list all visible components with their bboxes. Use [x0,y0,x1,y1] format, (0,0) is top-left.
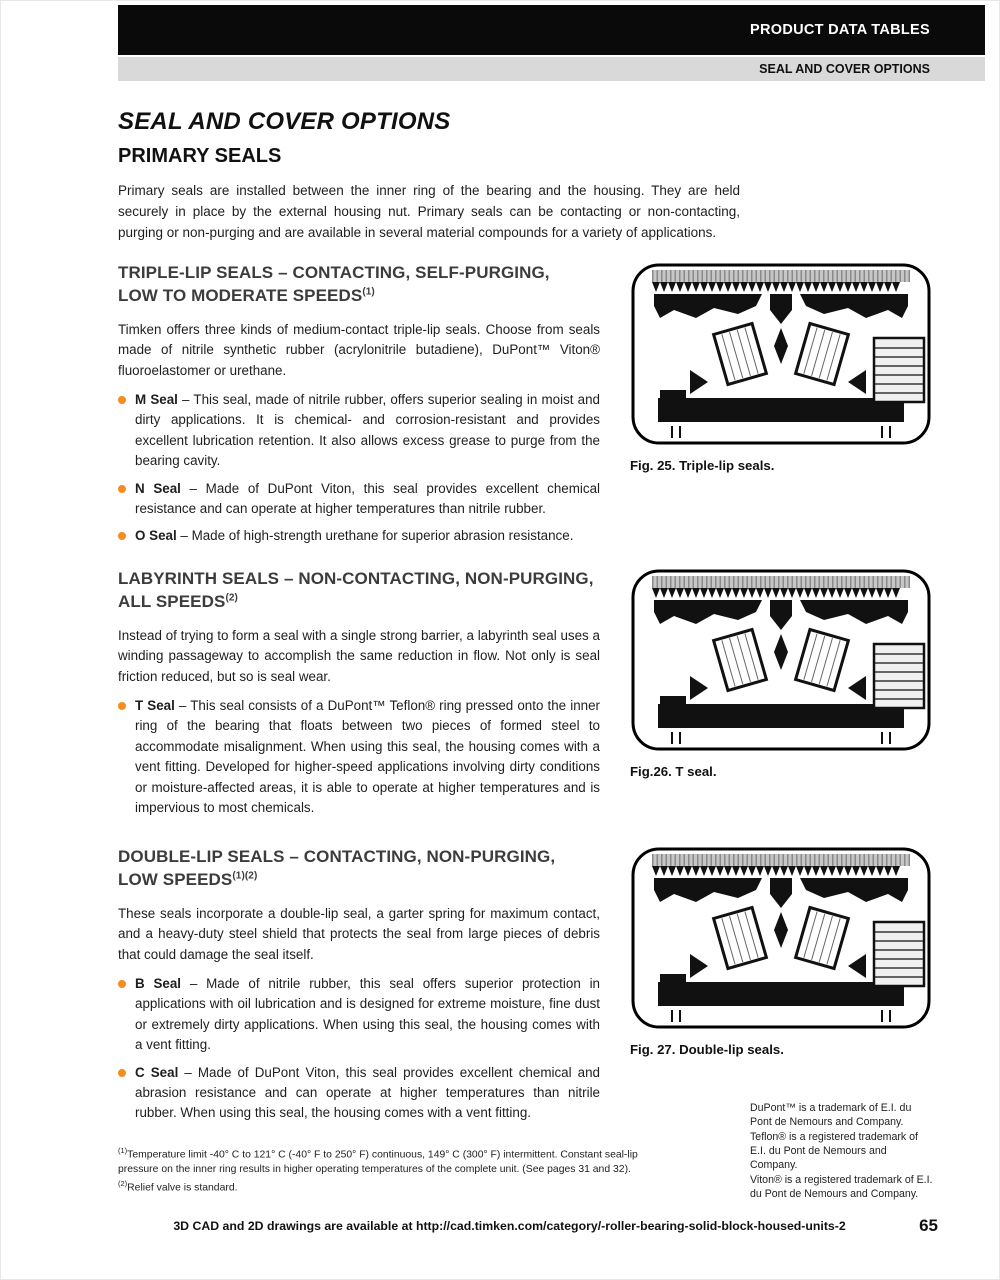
heading-footnote-ref: (1) [362,286,375,298]
footnote-marker: (1) [118,1146,128,1155]
bullet-icon [118,396,126,404]
heading-footnote-ref: (2) [225,592,238,604]
seal-description: – Made of DuPont Viton, this seal provides excellent chemical and abrasion resistance and can operate at higher temperatures than nitrile rubber. When using this seal, the housing comes with a vent fitting. [135,1064,600,1121]
bullet-icon [118,532,126,540]
footnote-2 [118,1179,680,1196]
footer-cad-note: 3D CAD and 2D drawings are available at http://cad.timken.com/category/-roller-bearing-solid-block-housed-units-2 [173,1219,846,1233]
footnote-text: Temperature limit -40° C to 121° C (-40° F to 250° F) continuous, 149° C (300° F) intermittent. Constant seal-lip pressure on the inner ring results in higher operating temperatures of the complete unit. (See pages 31 and 32). [118,1149,638,1176]
heading-footnote-ref: (1)(2) [232,870,258,882]
product-data-tables-label: PRODUCT DATA TABLES [750,22,930,38]
trademark-viton: Viton® is a registered trademark of E.I. du Pont de Nemours and Company. [750,1173,933,1200]
list-item-t-seal [118,696,600,818]
trademark-teflon: Teflon® is a registered trademark of E.I. du Pont de Nemours and Company. [750,1130,918,1171]
heading-line: LOW SPEEDS [118,869,233,889]
footnote-text: Relief valve is standard. [127,1182,238,1194]
footnote-marker: (2) [118,1178,128,1188]
bearing-diagram-icon [630,262,932,446]
heading-line: LABYRINTH SEALS – NON-CONTACTING, NON-PURGING, [118,569,594,588]
heading-line: TRIPLE-LIP SEALS – CONTACTING, SELF-PURGING, [118,263,550,282]
heading-line: DOUBLE-LIP SEALS – CONTACTING, NON-PURGING, [118,847,556,866]
trademark-notes [750,1102,936,1203]
figure-t-seal [630,568,932,752]
trademark-dupont: DuPont™ is a trademark of E.I. du Pont de Nemours and Company. [750,1102,912,1128]
list-item-o-seal [118,526,600,546]
bullet-icon [118,485,126,493]
figure-column [630,568,932,825]
footnote-1 [118,1146,680,1178]
section-heading [118,262,600,308]
page-footer [118,1216,938,1236]
heading-line: LOW TO MODERATE SPEEDS [118,285,363,305]
seal-term: T Seal [135,698,175,713]
seal-list [118,974,600,1124]
section-text-column [118,846,600,1131]
figure-caption: Fig.26. T seal. [630,764,717,779]
section-text-column [118,262,600,554]
page-subtitle: PRIMARY SEALS [118,145,282,167]
seal-term: N Seal [135,480,181,496]
figure-double-lip-seals [630,846,932,1030]
seal-term: O Seal [135,528,177,544]
figure-column [630,846,932,1131]
seal-description: – Made of DuPont Viton, this seal provides excellent chemical resistance and can operate at higher temperatures than nitrile rubber. [135,480,601,516]
section-heading [118,568,600,614]
heading-line: ALL SPEEDS [118,591,226,611]
page-number: 65 [919,1216,938,1235]
section-body: Timken offers three kinds of medium-contact triple-lip seals. Choose from seals made of nitrile synthetic rubber (acrylonitrile butadiene), DuPont™ Viton® fluoroelastomer or urethane. [118,321,600,378]
seal-cover-options-bar [118,57,985,81]
seal-description: – Made of nitrile rubber, this seal offers superior protection in applications with oil lubrication and is designed for extreme moisture, fine dust or extremely dirty applications. When using this seal, the housing comes with a vent fitting. [135,976,600,1053]
seal-list [118,390,600,547]
seal-term: B Seal [135,976,182,991]
bearing-diagram-icon [630,568,932,752]
page-title: SEAL AND COVER OPTIONS [118,108,451,135]
bearing-diagram-icon [630,846,932,1030]
seal-term: C Seal [135,1064,179,1080]
section-labyrinth-seals [118,568,932,825]
section-body: These seals incorporate a double-lip seal, a garter spring for maximum contact, and a heavy-duty steel shield that protects the seal from large pieces of debris that could damage the seal itself. [118,905,600,962]
page-intro-block [118,108,934,257]
bullet-icon [118,980,126,988]
seal-cover-options-label: SEAL AND COVER OPTIONS [759,62,930,76]
figure-column [630,262,932,554]
figure-caption: Fig. 25. Triple-lip seals. [630,458,775,473]
section-triple-lip-seals [118,262,932,554]
footnotes [118,1146,680,1197]
section-body: Instead of trying to form a seal with a single strong barrier, a labyrinth seal uses a winding passageway to accomplish the same reduction in flow. Not only is seal friction reduced, but so is seal wear. [118,627,600,684]
section-heading [118,846,600,892]
bullet-icon [118,702,126,710]
seal-description: – This seal consists of a DuPont™ Teflon® ring pressed onto the inner ring of the bearing that floats between two pieces of formed steel to accommodate misalignment. When using this seal, the housing comes with a vent fitting. Developed for higher-speed applications involving dirty conditions or moisture-affected areas, it is able to operate at higher temperatures and is impervious to most chemicals. [135,698,600,815]
seal-term: M Seal [135,392,178,407]
intro-paragraph: Primary seals are installed between the inner ring of the bearing and the housing. They are held securely in place by the external housing nut. Primary seals can be contacting or non-contacting, purging or non-purging and are available in several material compounds for a variety of applications. [118,183,740,240]
seal-list [118,696,600,818]
figure-caption: Fig. 27. Double-lip seals. [630,1042,784,1057]
section-double-lip-seals [118,846,932,1131]
list-item-m-seal [118,390,600,472]
seal-description: – This seal, made of nitrile rubber, offers superior sealing in moist and dirty applications. It is chemical- and corrosion-resistant and provides excellent lubrication retention. It also allows excess grease to purge from the bearing cavity. [135,392,600,469]
bullet-icon [118,1069,126,1077]
list-item-c-seal [118,1063,600,1124]
product-data-tables-bar [118,5,985,55]
list-item-b-seal [118,974,600,1056]
seal-description: – Made of high-strength urethane for superior abrasion resistance. [176,528,574,544]
section-text-column [118,568,600,825]
list-item-n-seal [118,479,600,520]
figure-triple-lip-seals [630,262,932,446]
